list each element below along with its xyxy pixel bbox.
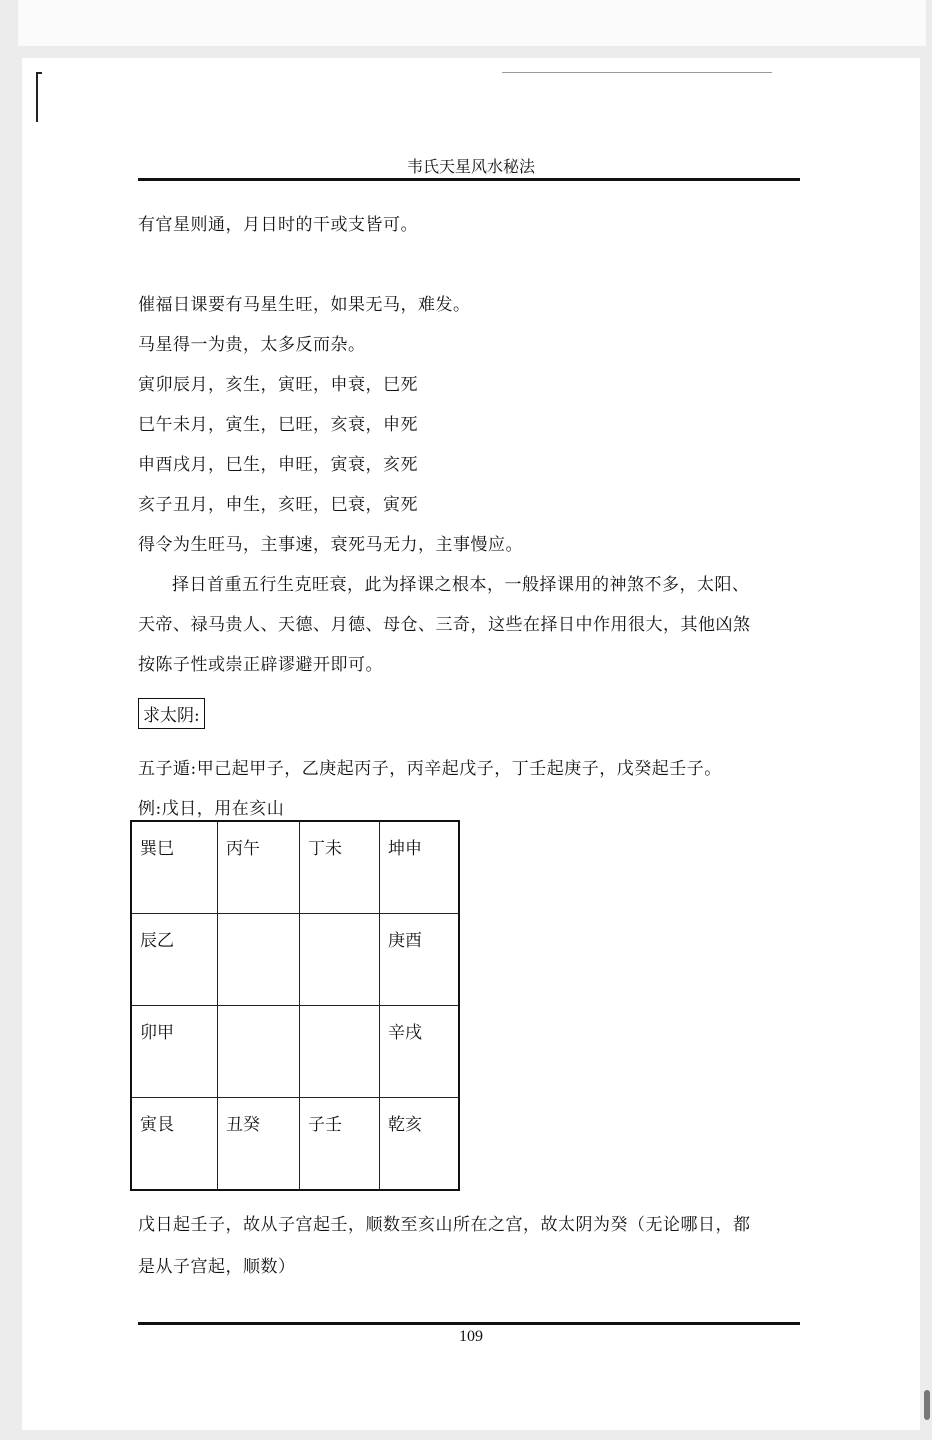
grid-row (131, 1098, 459, 1191)
conclusion-line: 戊日起壬子，故从子宫起壬，顺数至亥山所在之宫，故太阴为癸（无论哪日，都 (138, 1215, 751, 1235)
grid-cell (218, 914, 300, 1006)
grid-row (131, 914, 459, 1006)
body-line: 马星得一为贵，太多反而杂。 (138, 335, 366, 355)
grid-row (131, 821, 459, 914)
body-line: 催福日课要有马星生旺，如果无马，难发。 (138, 295, 471, 315)
grid-cell (300, 914, 380, 1006)
grid-cell: 辰乙 (131, 914, 218, 1006)
body-line: 按陈子性或崇正辟谬避开即可。 (138, 655, 383, 675)
grid-cell: 乾亥 (380, 1098, 460, 1191)
grid-cell: 丑癸 (218, 1098, 300, 1191)
running-head: 韦氏天星风水秘法 (406, 157, 535, 176)
rule-text: 五子遁:甲己起甲子，乙庚起丙子，丙辛起戊子，丁壬起庚子，戊癸起壬子。 (138, 759, 722, 779)
page-corner-mark-h (36, 72, 42, 74)
example-text: 例:戊日，用在亥山 (138, 799, 285, 819)
body-line: 天帝、禄马贵人、天德、月德、母仓、三奇，这些在择日中作用很大，其他凶煞 (138, 615, 751, 635)
page-corner-mark (36, 72, 38, 122)
top-strip (18, 0, 926, 46)
grid-cell: 丙午 (218, 821, 300, 914)
conclusion-line: 是从子宫起，顺数） (138, 1257, 296, 1277)
grid-cell: 坤申 (380, 821, 460, 914)
book-page (22, 58, 920, 1430)
page-number: 109 (459, 1328, 483, 1345)
header-rule (138, 178, 800, 181)
grid-cell (218, 1006, 300, 1098)
body-line: 有官星则通，月日时的干或支皆可。 (138, 215, 418, 235)
body-line: 申酉戌月，巳生，申旺，寅衰，亥死 (138, 455, 418, 475)
grid-cell (300, 1006, 380, 1098)
body-line: 寅卯辰月，亥生，寅旺，申衰，巳死 (138, 375, 418, 395)
grid-cell: 寅艮 (131, 1098, 218, 1191)
grid-cell: 丁未 (300, 821, 380, 914)
grid-cell: 庚酉 (380, 914, 460, 1006)
body-line: 择日首重五行生克旺衰，此为择课之根本，一般择课用的神煞不多，太阳、 (172, 575, 750, 595)
scrollbar-thumb[interactable] (924, 1390, 930, 1420)
grid-cell: 子壬 (300, 1098, 380, 1191)
body-line: 巳午未月，寅生，巳旺，亥衰，申死 (138, 415, 418, 435)
body-line: 亥子丑月，申生，亥旺，巳衰，寅死 (138, 495, 418, 515)
body-line: 得令为生旺马，主事速，衰死马无力，主事慢应。 (138, 535, 523, 555)
grid-cell: 巽巳 (131, 821, 218, 914)
grid-cell: 辛戌 (380, 1006, 460, 1098)
grid-row (131, 1006, 459, 1098)
palace-grid (130, 820, 460, 1191)
footer-rule (138, 1322, 800, 1325)
section-label: 求太阴: (138, 698, 205, 729)
scan-edge-line (502, 72, 772, 73)
grid-cell: 卯甲 (131, 1006, 218, 1098)
